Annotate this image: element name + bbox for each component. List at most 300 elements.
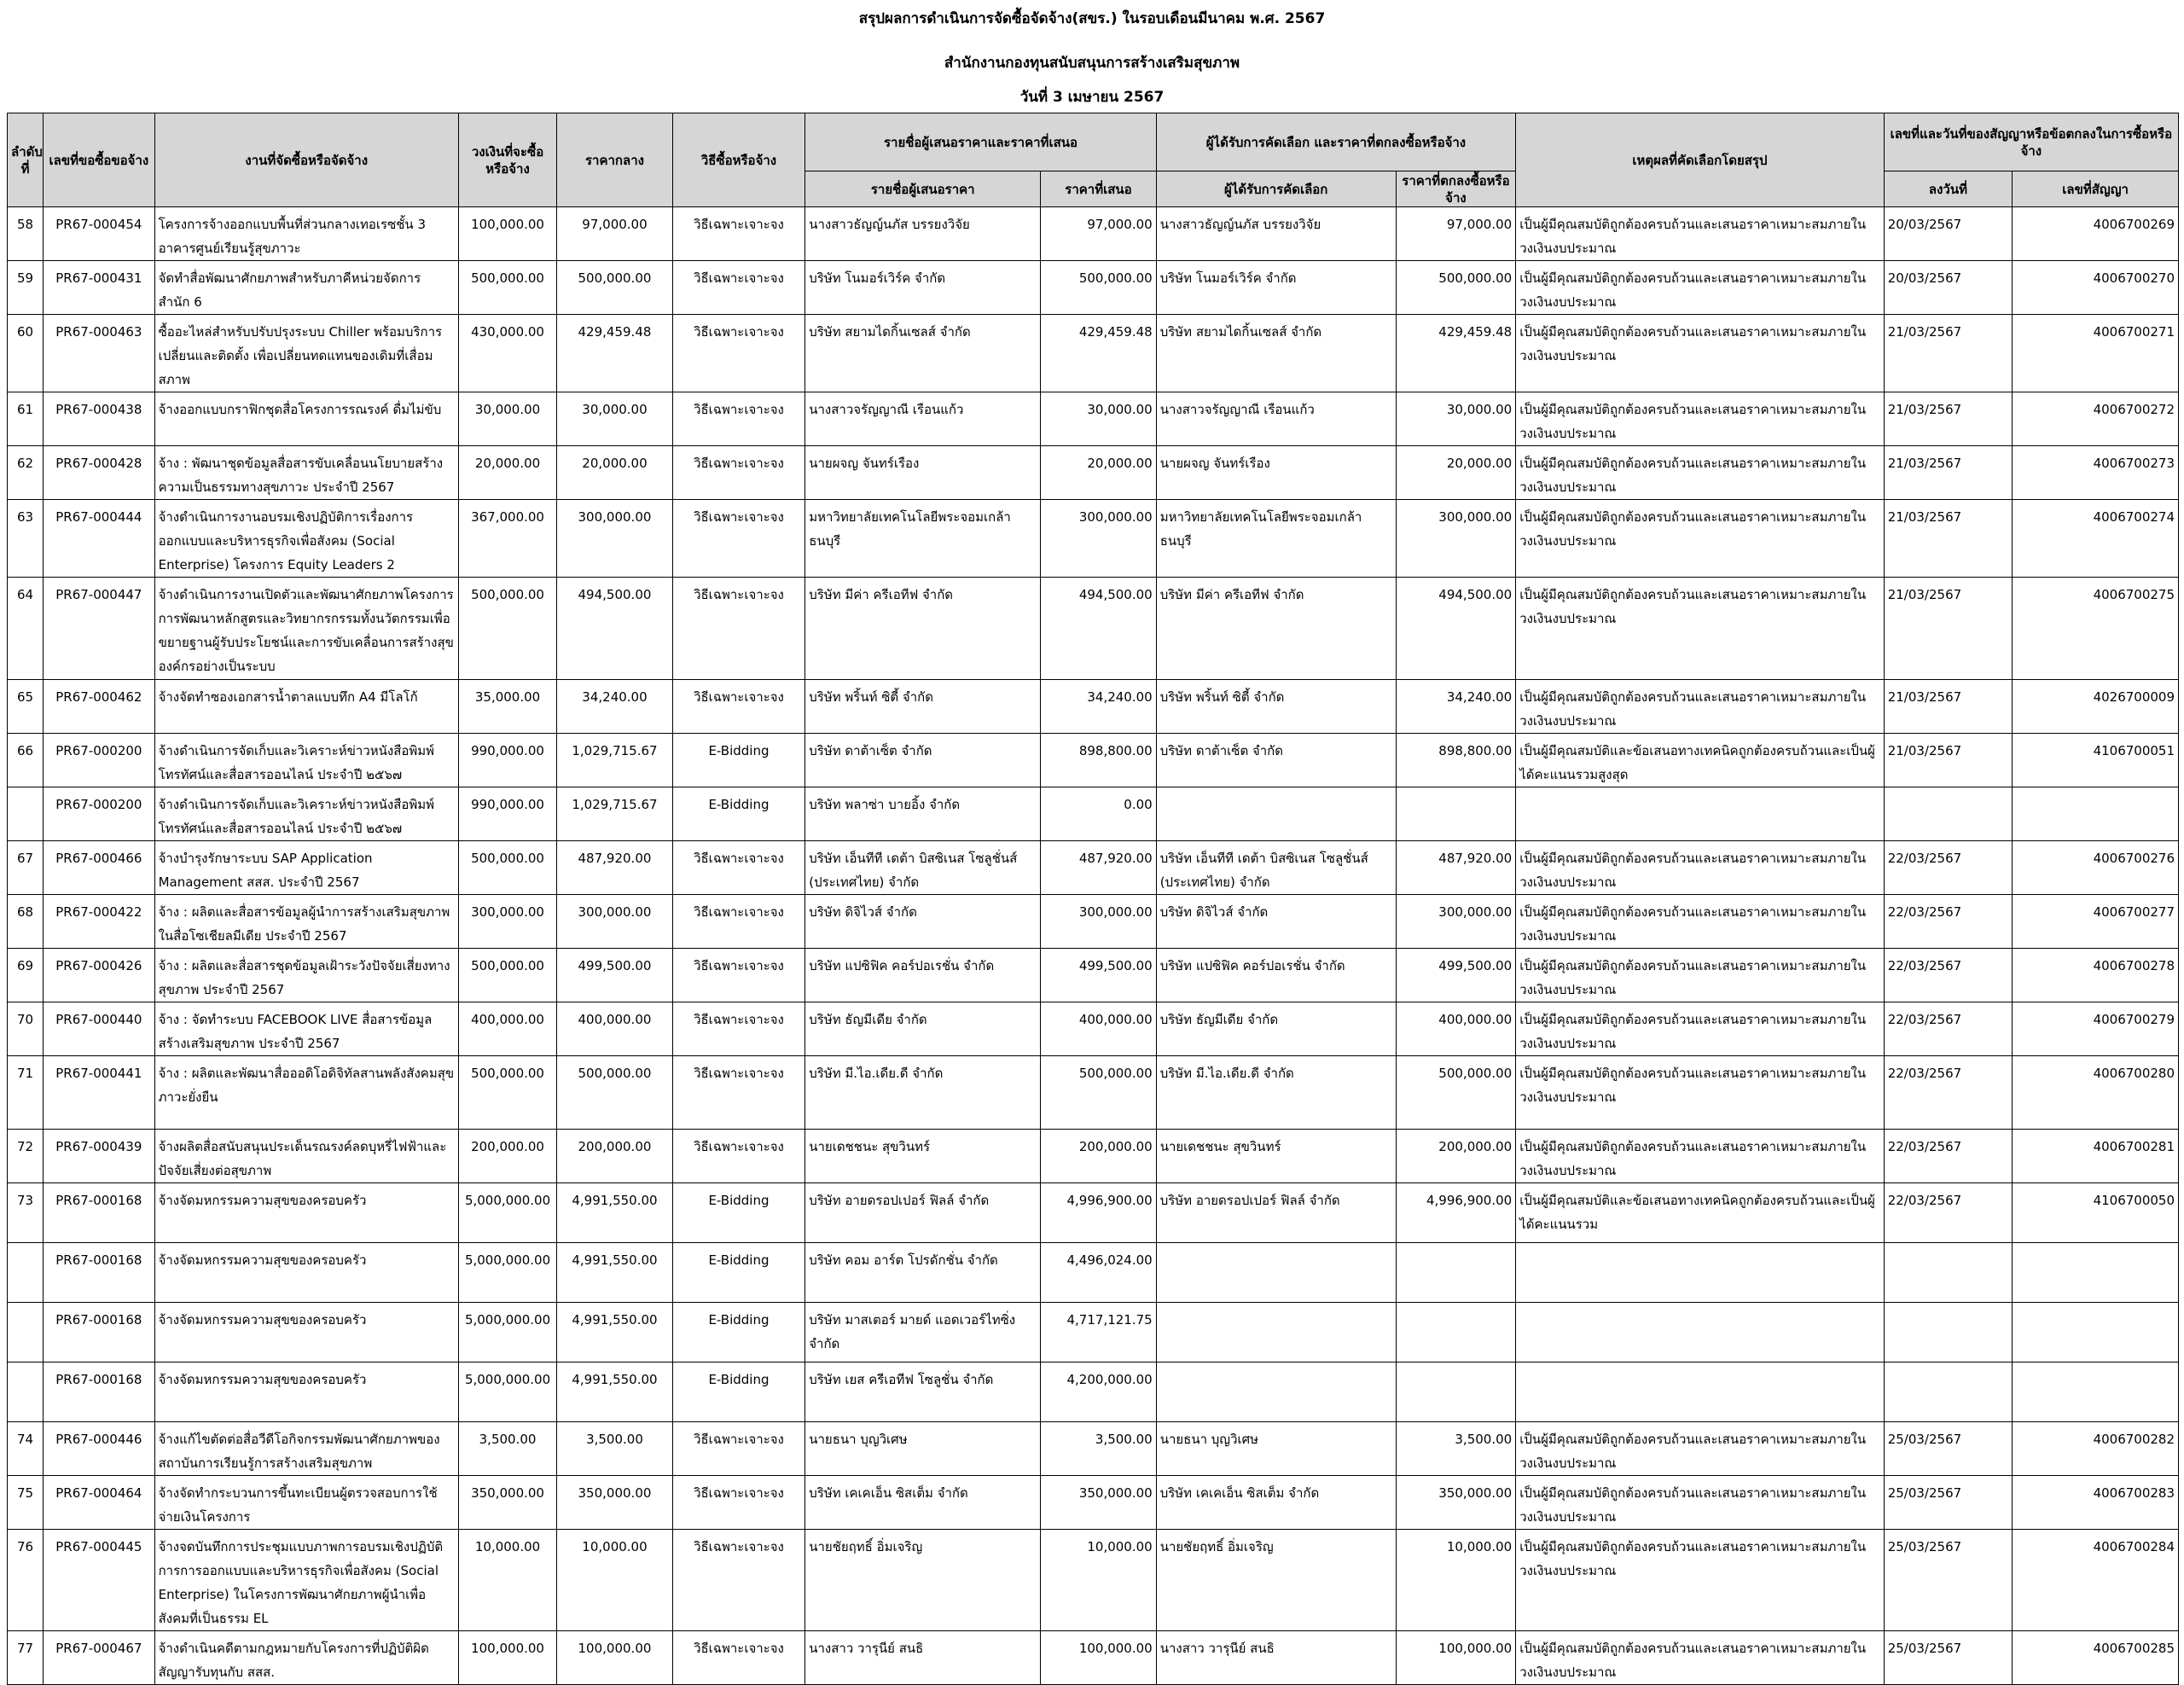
cell-winner — [1156, 1363, 1396, 1422]
table-row — [8, 578, 2179, 680]
cell-bid-price: 4,717,121.75 — [1041, 1303, 1156, 1363]
cell-winner: นายชัยฤทธิ์ อิ่มเจริญ — [1156, 1530, 1396, 1631]
cell-bidder: บริษัท สยามไดกิ้นเซลส์ จำกัด — [805, 315, 1041, 392]
cell-bidder: มหาวิทยาลัยเทคโนโลยีพระจอมเกล้าธนบุรี — [805, 500, 1041, 578]
cell-reason: เป็นผู้มีคุณสมบัติถูกต้องครบถ้วนและเสนอราคาเหมาะสมภายในวงเงินงบประมาณ — [1516, 500, 1885, 578]
cell-median-price: 1,029,715.67 — [557, 734, 672, 787]
cell-bidder: นายผจญ จันทร์เรือง — [805, 446, 1041, 500]
cell-contract-date: 20/03/2567 — [1884, 207, 2013, 261]
cell-method: วิธีเฉพาะเจาะจง — [672, 392, 805, 446]
cell-bid-price: 300,000.00 — [1041, 500, 1156, 578]
header-no: ลำดับที่ — [8, 113, 44, 207]
cell-bidder: บริษัท ดิจิไวส์ จำกัด — [805, 895, 1041, 949]
cell-no: 67 — [8, 841, 44, 895]
cell-work: จ้างดำเนินการจัดเก็บและวิเคราะห์ข่าวหนังสือพิมพ์ โทรทัศน์และสื่อสารออนไลน์ ประจำปี ๒๕๖๗ — [154, 787, 458, 841]
cell-reason — [1516, 1303, 1885, 1363]
cell-reason: เป็นผู้มีคุณสมบัติถูกต้องครบถ้วนและเสนอราคาเหมาะสมภายในวงเงินงบประมาณ — [1516, 949, 1885, 1002]
cell-bidder: นายเดชชนะ สุขวินทร์ — [805, 1130, 1041, 1183]
cell-bidder: นายธนา บุญวิเศษ — [805, 1422, 1041, 1476]
cell-pr-number: PR67-000428 — [44, 446, 154, 500]
cell-bid-price: 400,000.00 — [1041, 1002, 1156, 1056]
cell-contract-date: 21/03/2567 — [1884, 680, 2013, 734]
cell-reason: เป็นผู้มีคุณสมบัติถูกต้องครบถ้วนและเสนอราคาเหมาะสมภายในวงเงินงบประมาณ — [1516, 1631, 1885, 1685]
cell-contract-number: 4006700278 — [2013, 949, 2179, 1002]
cell-pr-number: PR67-000444 — [44, 500, 154, 578]
cell-work: จ้าง : จัดทำระบบ FACEBOOK LIVE สื่อสารข้อมูลสร้างเสริมสุขภาพ ประจำปี 2567 — [154, 1002, 458, 1056]
cell-contract-date: 22/03/2567 — [1884, 841, 2013, 895]
cell-no: 58 — [8, 207, 44, 261]
cell-agreed-price: 500,000.00 — [1396, 261, 1516, 315]
cell-contract-date — [1884, 787, 2013, 841]
cell-median-price: 34,240.00 — [557, 680, 672, 734]
cell-median-price: 300,000.00 — [557, 895, 672, 949]
cell-reason — [1516, 787, 1885, 841]
cell-bid-price: 4,496,024.00 — [1041, 1243, 1156, 1303]
cell-bidder: บริษัท พริ้นท์ ซิตี้ จำกัด — [805, 680, 1041, 734]
cell-contract-date: 22/03/2567 — [1884, 1056, 2013, 1130]
cell-method: วิธีเฉพาะเจาะจง — [672, 841, 805, 895]
cell-bid-price: 898,800.00 — [1041, 734, 1156, 787]
table-row — [8, 1243, 2179, 1303]
cell-bidder: บริษัท พลาซ่า บายอิ้ง จำกัด — [805, 787, 1041, 841]
cell-contract-number — [2013, 1243, 2179, 1303]
cell-median-price: 4,991,550.00 — [557, 1183, 672, 1243]
cell-no: 76 — [8, 1530, 44, 1631]
cell-winner: บริษัท มี.ไอ.เดีย.ดี จำกัด — [1156, 1056, 1396, 1130]
cell-reason: เป็นผู้มีคุณสมบัติถูกต้องครบถ้วนและเสนอราคาเหมาะสมภายในวงเงินงบประมาณ — [1516, 446, 1885, 500]
cell-contract-date: 22/03/2567 — [1884, 1183, 2013, 1243]
cell-median-price: 500,000.00 — [557, 1056, 672, 1130]
table-row — [8, 1303, 2179, 1363]
cell-budget: 430,000.00 — [458, 315, 556, 392]
procurement-table — [7, 113, 2179, 1685]
cell-budget: 3,500.00 — [458, 1422, 556, 1476]
cell-no — [8, 787, 44, 841]
cell-contract-number: 4026700009 — [2013, 680, 2179, 734]
cell-contract-number: 4006700285 — [2013, 1631, 2179, 1685]
cell-method: วิธีเฉพาะเจาะจง — [672, 315, 805, 392]
cell-pr-number: PR67-000463 — [44, 315, 154, 392]
cell-bidder: นางสาวจรัญญาณี เรือนแก้ว — [805, 392, 1041, 446]
table-row — [8, 1056, 2179, 1130]
cell-median-price: 20,000.00 — [557, 446, 672, 500]
cell-work: จ้างบำรุงรักษาระบบ SAP Application Management สสส. ประจำปี 2567 — [154, 841, 458, 895]
cell-pr-number: PR67-000431 — [44, 261, 154, 315]
cell-pr-number: PR67-000462 — [44, 680, 154, 734]
cell-pr-number: PR67-000446 — [44, 1422, 154, 1476]
report-date: วันที่ 3 เมษายน 2567 — [1019, 89, 1165, 106]
cell-reason: เป็นผู้มีคุณสมบัติถูกต้องครบถ้วนและเสนอราคาเหมาะสมภายในวงเงินงบประมาณ — [1516, 841, 1885, 895]
cell-reason — [1516, 1363, 1885, 1422]
cell-median-price: 499,500.00 — [557, 949, 672, 1002]
cell-winner: บริษัท อายดรอปเปอร์ ฟิลล์ จำกัด — [1156, 1183, 1396, 1243]
cell-work: จ้างออกแบบกราฟิกชุดสื่อโครงการรณรงค์ ดื่มไม่ขับ — [154, 392, 458, 446]
cell-reason: เป็นผู้มีคุณสมบัติถูกต้องครบถ้วนและเสนอราคาเหมาะสมภายในวงเงินงบประมาณ — [1516, 1002, 1885, 1056]
cell-contract-date: 21/03/2567 — [1884, 315, 2013, 392]
cell-median-price: 100,000.00 — [557, 1631, 672, 1685]
cell-work: จ้าง : ผลิตและสื่อสารชุดข้อมูลเฝ้าระวังปัจจัยเสี่ยงทางสุขภาพ ประจำปี 2567 — [154, 949, 458, 1002]
cell-pr-number: PR67-000440 — [44, 1002, 154, 1056]
cell-work: ซื้ออะไหล่สำหรับปรับปรุงระบบ Chiller พร้อมบริการเปลี่ยนและติดตั้ง เพื่อเปลี่ยนทดแทนของเดิมที่เสื่อมสภาพ — [154, 315, 458, 392]
cell-budget: 350,000.00 — [458, 1476, 556, 1530]
cell-median-price: 300,000.00 — [557, 500, 672, 578]
cell-budget: 500,000.00 — [458, 841, 556, 895]
cell-bid-price: 350,000.00 — [1041, 1476, 1156, 1530]
cell-winner: นายเดชชนะ สุขวินทร์ — [1156, 1130, 1396, 1183]
cell-work: จ้างดำเนินการงานเปิดตัวและพัฒนาศักยภาพโครงการการพัฒนาหลักสูตรและวิทยากรกรรมทั้งนวัตกรรมเพื่อขยายฐานผู้รับประโยชน์และการขับเคลื่อนการสร้างสุของค์กรอย่างเป็นระบบ — [154, 578, 458, 680]
cell-contract-number: 4006700281 — [2013, 1130, 2179, 1183]
cell-winner: นางสาว วารุนีย์ สนธิ — [1156, 1631, 1396, 1685]
cell-median-price: 4,991,550.00 — [557, 1303, 672, 1363]
cell-contract-number: 4006700272 — [2013, 392, 2179, 446]
cell-bidder: บริษัท เยส ครีเอทีฟ โซลูชั่น จำกัด — [805, 1363, 1041, 1422]
table-header — [8, 113, 2179, 207]
header-contract-number: เลขที่สัญญา — [2013, 171, 2179, 207]
table-row — [8, 261, 2179, 315]
table-body — [8, 207, 2179, 1685]
table-row — [8, 1422, 2179, 1476]
cell-work: จ้าง : พัฒนาชุดข้อมูลสื่อสารขับเคลื่อนนโยบายสร้างความเป็นธรรมทางสุขภาวะ ประจำปี 2567 — [154, 446, 458, 500]
header-budget: วงเงินที่จะซื้อหรือจ้าง — [458, 113, 556, 207]
cell-budget: 30,000.00 — [458, 392, 556, 446]
cell-agreed-price: 3,500.00 — [1396, 1422, 1516, 1476]
cell-reason: เป็นผู้มีคุณสมบัติถูกต้องครบถ้วนและเสนอราคาเหมาะสมภายในวงเงินงบประมาณ — [1516, 1476, 1885, 1530]
cell-no: 66 — [8, 734, 44, 787]
cell-bidder: นางสาวธัญญ์นภัส บรรยงวิจัย — [805, 207, 1041, 261]
cell-reason: เป็นผู้มีคุณสมบัติถูกต้องครบถ้วนและเสนอราคาเหมาะสมภายในวงเงินงบประมาณ — [1516, 261, 1885, 315]
cell-bid-price: 3,500.00 — [1041, 1422, 1156, 1476]
cell-method: วิธีเฉพาะเจาะจง — [672, 207, 805, 261]
cell-winner: บริษัท ดาต้าเซ็ต จำกัด — [1156, 734, 1396, 787]
cell-reason: เป็นผู้มีคุณสมบัติถูกต้องครบถ้วนและเสนอราคาเหมาะสมภายในวงเงินงบประมาณ — [1516, 578, 1885, 680]
cell-budget: 990,000.00 — [458, 734, 556, 787]
organization-name: สำนักงานกองทุนสนับสนุนการสร้างเสริมสุขภาพ — [944, 55, 1240, 72]
cell-contract-date: 25/03/2567 — [1884, 1422, 2013, 1476]
cell-bid-price: 34,240.00 — [1041, 680, 1156, 734]
cell-contract-number: 4006700284 — [2013, 1530, 2179, 1631]
cell-contract-number: 4006700277 — [2013, 895, 2179, 949]
cell-method: วิธีเฉพาะเจาะจง — [672, 1056, 805, 1130]
cell-contract-date: 22/03/2567 — [1884, 1002, 2013, 1056]
cell-reason — [1516, 1243, 1885, 1303]
cell-pr-number: PR67-000200 — [44, 734, 154, 787]
cell-agreed-price — [1396, 787, 1516, 841]
cell-budget: 500,000.00 — [458, 261, 556, 315]
cell-median-price: 487,920.00 — [557, 841, 672, 895]
cell-agreed-price: 200,000.00 — [1396, 1130, 1516, 1183]
table-row — [8, 895, 2179, 949]
cell-budget: 500,000.00 — [458, 578, 556, 680]
cell-bidder: บริษัท ธัญมีเดีย จำกัด — [805, 1002, 1041, 1056]
cell-contract-date: 20/03/2567 — [1884, 261, 2013, 315]
cell-contract-number: 4106700051 — [2013, 734, 2179, 787]
header-reason: เหตุผลที่คัดเลือกโดยสรุป — [1516, 113, 1885, 207]
header-winner-group: ผู้ได้รับการคัดเลือก และราคาที่ตกลงซื้อหรือจ้าง — [1156, 113, 1515, 171]
table-row — [8, 315, 2179, 392]
cell-no: 73 — [8, 1183, 44, 1243]
cell-budget: 367,000.00 — [458, 500, 556, 578]
cell-pr-number: PR67-000168 — [44, 1303, 154, 1363]
cell-reason: เป็นผู้มีคุณสมบัติและข้อเสนอทางเทคนิคถูกต้องครบถ้วนและเป็นผู้ได้คะแนนรวมสูงสุด — [1516, 734, 1885, 787]
cell-contract-number: 4006700276 — [2013, 841, 2179, 895]
cell-winner: บริษัท ธัญมีเดีย จำกัด — [1156, 1002, 1396, 1056]
cell-agreed-price — [1396, 1303, 1516, 1363]
cell-reason: เป็นผู้มีคุณสมบัติถูกต้องครบถ้วนและเสนอราคาเหมาะสมภายในวงเงินงบประมาณ — [1516, 315, 1885, 392]
cell-contract-date: 21/03/2567 — [1884, 578, 2013, 680]
cell-agreed-price — [1396, 1243, 1516, 1303]
cell-median-price: 30,000.00 — [557, 392, 672, 446]
cell-pr-number: PR67-000439 — [44, 1130, 154, 1183]
cell-work: จ้างจัดมหกรรมความสุขของครอบครัว — [154, 1363, 458, 1422]
cell-work: โครงการจ้างออกแบบพื้นที่ส่วนกลางเทอเรซชั้น 3 อาคารศูนย์เรียนรู้สุขภาวะ — [154, 207, 458, 261]
cell-contract-date: 25/03/2567 — [1884, 1530, 2013, 1631]
cell-work: จ้างจัดทำกระบวนการขึ้นทะเบียนผู้ตรวจสอบการใช้จ่ายเงินโครงการ — [154, 1476, 458, 1530]
cell-method: วิธีเฉพาะเจาะจง — [672, 1130, 805, 1183]
header-contract-date: ลงวันที่ — [1884, 171, 2013, 207]
cell-contract-number: 4006700282 — [2013, 1422, 2179, 1476]
cell-contract-date: 22/03/2567 — [1884, 1130, 2013, 1183]
cell-method: E-Bidding — [672, 787, 805, 841]
cell-no: 68 — [8, 895, 44, 949]
cell-reason: เป็นผู้มีคุณสมบัติถูกต้องครบถ้วนและเสนอราคาเหมาะสมภายในวงเงินงบประมาณ — [1516, 392, 1885, 446]
cell-median-price: 4,991,550.00 — [557, 1363, 672, 1422]
cell-no — [8, 1243, 44, 1303]
cell-median-price: 200,000.00 — [557, 1130, 672, 1183]
cell-agreed-price: 400,000.00 — [1396, 1002, 1516, 1056]
cell-agreed-price: 898,800.00 — [1396, 734, 1516, 787]
cell-contract-number: 4006700280 — [2013, 1056, 2179, 1130]
cell-no: 71 — [8, 1056, 44, 1130]
cell-method: E-Bidding — [672, 1183, 805, 1243]
cell-bidder: บริษัท อายดรอปเปอร์ ฟิลล์ จำกัด — [805, 1183, 1041, 1243]
cell-bid-price: 494,500.00 — [1041, 578, 1156, 680]
cell-method: วิธีเฉพาะเจาะจง — [672, 1476, 805, 1530]
cell-winner: บริษัท สยามไดกิ้นเซลส์ จำกัด — [1156, 315, 1396, 392]
cell-reason: เป็นผู้มีคุณสมบัติและข้อเสนอทางเทคนิคถูกต้องครบถ้วนและเป็นผู้ได้คะแนนรวม — [1516, 1183, 1885, 1243]
cell-method: วิธีเฉพาะเจาะจง — [672, 578, 805, 680]
cell-agreed-price: 487,920.00 — [1396, 841, 1516, 895]
cell-reason: เป็นผู้มีคุณสมบัติถูกต้องครบถ้วนและเสนอราคาเหมาะสมภายในวงเงินงบประมาณ — [1516, 1530, 1885, 1631]
cell-contract-number: 4006700271 — [2013, 315, 2179, 392]
cell-agreed-price: 494,500.00 — [1396, 578, 1516, 680]
cell-bidder: บริษัท ดาต้าเซ็ต จำกัด — [805, 734, 1041, 787]
cell-budget: 300,000.00 — [458, 895, 556, 949]
cell-budget: 200,000.00 — [458, 1130, 556, 1183]
cell-no — [8, 1363, 44, 1422]
cell-winner: มหาวิทยาลัยเทคโนโลยีพระจอมเกล้าธนบุรี — [1156, 500, 1396, 578]
cell-agreed-price: 300,000.00 — [1396, 895, 1516, 949]
header-work: งานที่จัดซื้อหรือจัดจ้าง — [154, 113, 458, 207]
table-row — [8, 1631, 2179, 1685]
cell-contract-number: 4006700283 — [2013, 1476, 2179, 1530]
header-median-price: ราคากลาง — [557, 113, 672, 207]
cell-winner: บริษัท เคเคเอ็น ซิสเต็ม จำกัด — [1156, 1476, 1396, 1530]
cell-winner: นางสาวธัญญ์นภัส บรรยงวิจัย — [1156, 207, 1396, 261]
cell-method: E-Bidding — [672, 1243, 805, 1303]
table-row — [8, 841, 2179, 895]
cell-no: 75 — [8, 1476, 44, 1530]
cell-winner: นายธนา บุญวิเศษ — [1156, 1422, 1396, 1476]
cell-contract-date: 25/03/2567 — [1884, 1476, 2013, 1530]
cell-budget: 5,000,000.00 — [458, 1183, 556, 1243]
cell-pr-number: PR67-000447 — [44, 578, 154, 680]
cell-work: จ้างผลิตสื่อสนับสนุนประเด็นรณรงค์ลดบุหรี่ไฟฟ้าและปัจจัยเสี่ยงต่อสุขภาพ — [154, 1130, 458, 1183]
cell-agreed-price: 100,000.00 — [1396, 1631, 1516, 1685]
cell-no: 59 — [8, 261, 44, 315]
table-row — [8, 1530, 2179, 1631]
table-row — [8, 1476, 2179, 1530]
cell-agreed-price: 20,000.00 — [1396, 446, 1516, 500]
header-bidders-group: รายชื่อผู้เสนอราคาและราคาที่เสนอ — [805, 113, 1156, 171]
cell-contract-number — [2013, 1303, 2179, 1363]
cell-method: วิธีเฉพาะเจาะจง — [672, 949, 805, 1002]
cell-method: วิธีเฉพาะเจาะจง — [672, 500, 805, 578]
cell-agreed-price: 4,996,900.00 — [1396, 1183, 1516, 1243]
cell-no: 60 — [8, 315, 44, 392]
cell-agreed-price: 30,000.00 — [1396, 392, 1516, 446]
cell-pr-number: PR67-000438 — [44, 392, 154, 446]
cell-no: 62 — [8, 446, 44, 500]
cell-no: 69 — [8, 949, 44, 1002]
cell-contract-date: 21/03/2567 — [1884, 446, 2013, 500]
cell-bid-price: 500,000.00 — [1041, 261, 1156, 315]
cell-contract-date: 22/03/2567 — [1884, 895, 2013, 949]
cell-bid-price: 20,000.00 — [1041, 446, 1156, 500]
cell-budget: 400,000.00 — [458, 1002, 556, 1056]
cell-pr-number: PR67-000168 — [44, 1363, 154, 1422]
cell-pr-number: PR67-000467 — [44, 1631, 154, 1685]
cell-contract-number: 4006700274 — [2013, 500, 2179, 578]
cell-reason: เป็นผู้มีคุณสมบัติถูกต้องครบถ้วนและเสนอราคาเหมาะสมภายในวงเงินงบประมาณ — [1516, 680, 1885, 734]
cell-pr-number: PR67-000422 — [44, 895, 154, 949]
cell-bidder: บริษัท โนมอร์เวิร์ค จำกัด — [805, 261, 1041, 315]
cell-no: 74 — [8, 1422, 44, 1476]
cell-pr-number: PR67-000200 — [44, 787, 154, 841]
cell-method: วิธีเฉพาะเจาะจง — [672, 680, 805, 734]
table-row — [8, 734, 2179, 787]
cell-contract-number: 4006700269 — [2013, 207, 2179, 261]
cell-work: จ้างดำเนินการจัดเก็บและวิเคราะห์ข่าวหนังสือพิมพ์ โทรทัศน์และสื่อสารออนไลน์ ประจำปี ๒๕๖๗ — [154, 734, 458, 787]
cell-method: E-Bidding — [672, 1303, 805, 1363]
table-row — [8, 500, 2179, 578]
table-row — [8, 446, 2179, 500]
cell-bid-price: 30,000.00 — [1041, 392, 1156, 446]
cell-contract-date: 21/03/2567 — [1884, 500, 2013, 578]
cell-bidder: บริษัท คอม อาร์ต โปรดักชั่น จำกัด — [805, 1243, 1041, 1303]
cell-bid-price: 0.00 — [1041, 787, 1156, 841]
cell-method: E-Bidding — [672, 734, 805, 787]
cell-median-price: 10,000.00 — [557, 1530, 672, 1631]
cell-contract-number: 4006700270 — [2013, 261, 2179, 315]
cell-reason: เป็นผู้มีคุณสมบัติถูกต้องครบถ้วนและเสนอราคาเหมาะสมภายในวงเงินงบประมาณ — [1516, 207, 1885, 261]
cell-budget: 20,000.00 — [458, 446, 556, 500]
cell-winner — [1156, 787, 1396, 841]
cell-median-price: 4,991,550.00 — [557, 1243, 672, 1303]
cell-no: 77 — [8, 1631, 44, 1685]
cell-agreed-price: 499,500.00 — [1396, 949, 1516, 1002]
cell-budget: 5,000,000.00 — [458, 1303, 556, 1363]
cell-pr-number: PR67-000426 — [44, 949, 154, 1002]
cell-reason: เป็นผู้มีคุณสมบัติถูกต้องครบถ้วนและเสนอราคาเหมาะสมภายในวงเงินงบประมาณ — [1516, 1130, 1885, 1183]
cell-winner: บริษัท โนมอร์เวิร์ค จำกัด — [1156, 261, 1396, 315]
cell-pr-number: PR67-000445 — [44, 1530, 154, 1631]
header-pr-number: เลขที่ขอซื้อขอจ้าง — [44, 113, 154, 207]
cell-method: วิธีเฉพาะเจาะจง — [672, 895, 805, 949]
cell-no: 63 — [8, 500, 44, 578]
cell-pr-number: PR67-000464 — [44, 1476, 154, 1530]
cell-budget: 990,000.00 — [458, 787, 556, 841]
cell-contract-date: 21/03/2567 — [1884, 734, 2013, 787]
cell-contract-date — [1884, 1303, 2013, 1363]
cell-no — [8, 1303, 44, 1363]
cell-pr-number: PR67-000441 — [44, 1056, 154, 1130]
cell-budget: 35,000.00 — [458, 680, 556, 734]
table-row — [8, 1002, 2179, 1056]
cell-no: 70 — [8, 1002, 44, 1056]
cell-work: จ้างจดบันทึกการประชุมแบบภาพการอบรมเชิงปฏิบัติการการออกแบบและบริหารธุรกิจเพื่อสังคม (Social Enterprise) ในโครงการพัฒนาศักยภาพผู้นำเพื่อสังคมที่เป็นธรรม EL — [154, 1530, 458, 1631]
cell-budget: 500,000.00 — [458, 949, 556, 1002]
cell-median-price: 429,459.48 — [557, 315, 672, 392]
cell-median-price: 3,500.00 — [557, 1422, 672, 1476]
table-row — [8, 1363, 2179, 1422]
cell-method: วิธีเฉพาะเจาะจง — [672, 261, 805, 315]
cell-bid-price: 500,000.00 — [1041, 1056, 1156, 1130]
cell-contract-date — [1884, 1363, 2013, 1422]
cell-agreed-price: 300,000.00 — [1396, 500, 1516, 578]
cell-bidder: บริษัท เอ็นทีที เดต้า บิสซิเนส โซลูชั่นส์ (ประเทศไทย) จำกัด — [805, 841, 1041, 895]
cell-bidder: นางสาว วารุนีย์ สนธิ — [805, 1631, 1041, 1685]
cell-contract-number: 4006700279 — [2013, 1002, 2179, 1056]
cell-contract-number — [2013, 1363, 2179, 1422]
cell-bidder: บริษัท มี.ไอ.เดีย.ดี จำกัด — [805, 1056, 1041, 1130]
cell-bid-price: 499,500.00 — [1041, 949, 1156, 1002]
table-row — [8, 680, 2179, 734]
cell-median-price: 350,000.00 — [557, 1476, 672, 1530]
cell-winner: นางสาวจรัญญาณี เรือนแก้ว — [1156, 392, 1396, 446]
cell-budget: 5,000,000.00 — [458, 1243, 556, 1303]
cell-contract-number: 4106700050 — [2013, 1183, 2179, 1243]
cell-work: จ้างจัดมหกรรมความสุขของครอบครัว — [154, 1303, 458, 1363]
cell-bid-price: 97,000.00 — [1041, 207, 1156, 261]
cell-bid-price: 487,920.00 — [1041, 841, 1156, 895]
cell-median-price: 97,000.00 — [557, 207, 672, 261]
cell-method: วิธีเฉพาะเจาะจง — [672, 1631, 805, 1685]
table-row — [8, 787, 2179, 841]
cell-bidder: บริษัท มีค่า ครีเอทีฟ จำกัด — [805, 578, 1041, 680]
table-row — [8, 949, 2179, 1002]
header-winner: ผู้ได้รับการคัดเลือก — [1156, 171, 1396, 207]
cell-method: วิธีเฉพาะเจาะจง — [672, 446, 805, 500]
cell-work: จ้าง : ผลิตและสื่อสารข้อมูลผู้นำการสร้างเสริมสุขภาพในสื่อโซเชียลมีเดีย ประจำปี 2567 — [154, 895, 458, 949]
cell-bidder: บริษัท เคเคเอ็น ซิสเต็ม จำกัด — [805, 1476, 1041, 1530]
cell-agreed-price: 350,000.00 — [1396, 1476, 1516, 1530]
cell-method: วิธีเฉพาะเจาะจง — [672, 1422, 805, 1476]
cell-budget: 100,000.00 — [458, 207, 556, 261]
cell-work: จ้างดำเนินคดีตามกฎหมายกับโครงการที่ปฏิบัติผิดสัญญารับทุนกับ สสส. — [154, 1631, 458, 1685]
header-bidder: รายชื่อผู้เสนอราคา — [805, 171, 1041, 207]
cell-agreed-price: 429,459.48 — [1396, 315, 1516, 392]
cell-contract-date: 22/03/2567 — [1884, 949, 2013, 1002]
cell-winner: นายผจญ จันทร์เรือง — [1156, 446, 1396, 500]
cell-work: จ้างดำเนินการงานอบรมเชิงปฏิบัติการเรื่องการออกแบบและบริหารธุรกิจเพื่อสังคม (Social Enterprise) โครงการ Equity Leaders 2 — [154, 500, 458, 578]
cell-agreed-price: 34,240.00 — [1396, 680, 1516, 734]
cell-median-price: 500,000.00 — [557, 261, 672, 315]
cell-work: จ้างจัดทำซองเอกสารน้ำตาลแบบทึก A4 มีโลโก้ — [154, 680, 458, 734]
cell-method: E-Bidding — [672, 1363, 805, 1422]
table-row — [8, 1130, 2179, 1183]
cell-work: จ้างจัดมหกรรมความสุขของครอบครัว — [154, 1183, 458, 1243]
cell-contract-number: 4006700273 — [2013, 446, 2179, 500]
